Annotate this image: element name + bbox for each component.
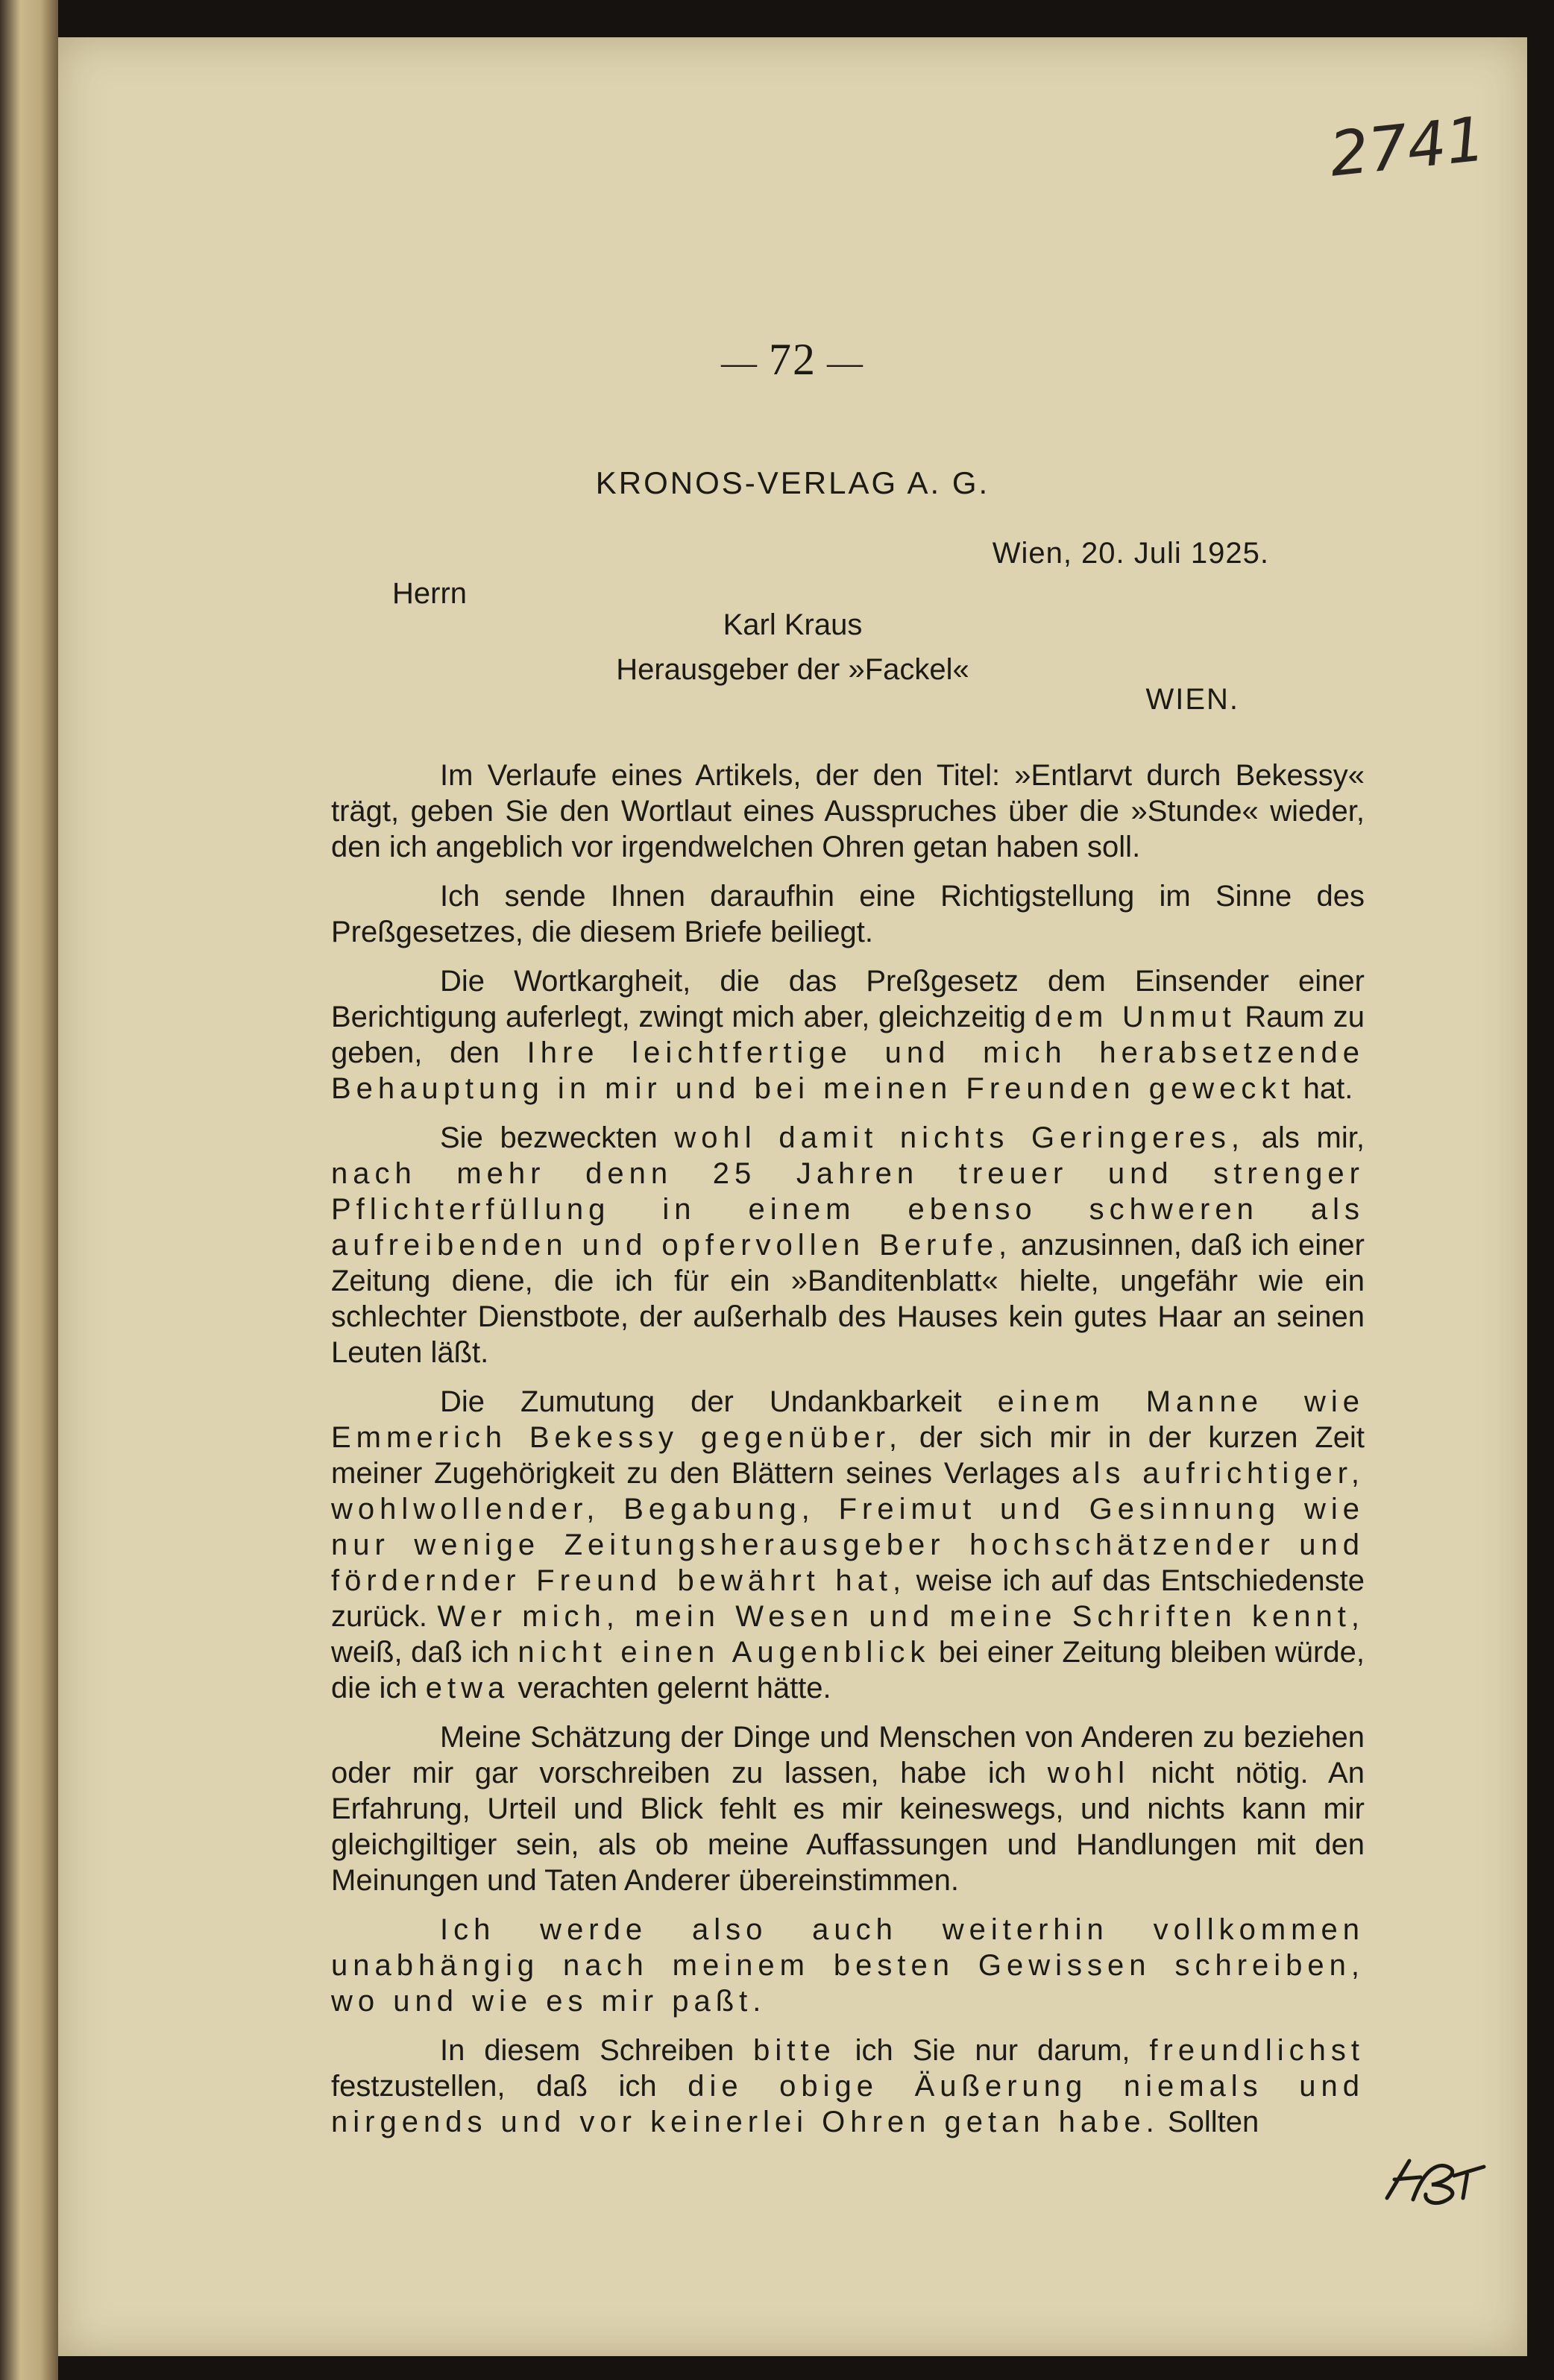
p4-text-c: als mir, [1261,1121,1365,1154]
recipient-title: Herausgeber der »Fackel« [616,653,969,686]
paragraph-7: Ich werde also auch weiterhin vollkommen unabhängig nach meinem besten Gewissen schreiben, wo und wie es mir paßt. [331,1913,1365,2018]
p3-spaced-d: Ihre leichtfertige und mich herabsetzende Behauptung in mir und bei meinen Freunden geweckt [331,1036,1365,1105]
paragraph-1: Im Verlaufe eines Artikels, der den Titel: »Entlarvt durch Bekessy« trägt, geben Sie den Wortlaut eines Ausspruches über die »Stunde« wieder, den ich angeblich vor irgendwelchen Ohren getan haben soll. [331,759,1365,863]
p5-spaced-b: einem Manne wie Emmerich Bekessy gegenüber, [331,1385,1365,1454]
p6-text-a: Meine Schätzung der Dinge und Menschen von Anderen zu beziehen oder mir gar vorschreiben zu lassen, habe ich [331,1721,1365,1789]
p8-text-e: festzustellen, daß ich [331,2070,657,2103]
p6-spaced-b: wohl [1047,1757,1130,1789]
p5-text-c: der sich mir in der kurzen Zeit meiner Zugehörigkeit zu den Blättern seines Verlages [331,1421,1365,1490]
book-spine [0,0,58,2380]
p5-text-k: verachten gelernt hätte. [518,1672,831,1704]
publisher-heading: KRONOS-VERLAG A. G. [595,465,990,500]
p6-text-c: nicht nötig. An Erfahrung, Urteil und Blick fehlt es mir keineswegs, und nichts kann mir gleichgiltiger sein, als ob meine Auffassungen und Handlungen mit den Meinungen und Taten Anderer übereinstimmen. [331,1757,1365,1897]
p5-text-g: weiß, daß ich [331,1636,509,1669]
p3-text-a: Die Wortkargheit, die das Preßgesetz dem Einsender einer Berichtigung auferlegt, zwingt mich aber, gleichzeitig [331,965,1365,1033]
recipient-block [58,602,1527,692]
p8-text-c: ich Sie nur darum, [855,2034,1130,2067]
p5-spaced-h: nicht einen Augenblick [518,1636,931,1669]
p8-text-g: Sollten [1167,2106,1259,2138]
recipient-city: WIEN. [1145,683,1239,716]
p5-text-e: weise ich auf das Entschiedenste zurück. [331,1564,1365,1633]
p5-text-a: Die Zumutung der Undankbarkeit [440,1385,962,1418]
page-number [58,334,1527,385]
handwritten-initials-signature [1380,2153,1491,2213]
letter-body [331,758,1365,2153]
p4-spaced-d: nach mehr denn 25 Jahren treuer und strenger Pflichterfüllung in einem ebenso schweren als aufreibenden und opfervollen Berufe, [331,1157,1365,1262]
p5-spaced-j: etwa [425,1672,510,1704]
page-number-dash-left: — [721,343,769,382]
archive-number: 2741 [1326,104,1489,191]
p5-spaced-f: Wer mich, mein Wesen und meine Schriften kennt, [437,1600,1365,1633]
date-line: Wien, 20. Juli 1925. [992,537,1269,570]
page-number-dash-right: — [817,343,864,382]
p8-spaced-b: bitte [753,2034,836,2067]
p5-spaced-d: als aufrichtiger, wohlwollender, Begabung, Freimut und Gesinnung wie nur wenige Zeitungsherausgeber hochschätzender und fördernder Freund bewährt hat, [331,1457,1365,1597]
page-number-value: 72 [769,335,817,384]
p3-text-c: Raum zu geben, den [331,1001,1365,1069]
paragraph-4 [331,1120,1365,1370]
p4-spaced-b: wohl damit nichts Geringeres, [674,1121,1245,1154]
p3-text-e: hat. [1303,1072,1353,1105]
paragraph-6 [331,1719,1365,1898]
p8-text-a: In diesem Schreiben [440,2034,734,2067]
p4-text-a: Sie bezweckten [440,1121,658,1154]
recipient-name: Karl Kraus [723,608,863,641]
p5-text-i: bei einer Zeitung bleiben würde, die ich [331,1636,1365,1704]
paragraph-5 [331,1384,1365,1706]
paragraph-3 [331,963,1365,1106]
salutation: Herrn [392,577,468,610]
paragraph-2: Ich sende Ihnen daraufhin eine Richtigstellung im Sinne des Preßgesetzes, die diesem Briefe beiliegt. [331,880,1365,948]
p8-spaced-f: die obige Äußerung niemals und nirgends und vor keinerlei Ohren getan habe. [331,2070,1365,2138]
document-page [58,37,1527,2356]
p4-text-e: anzusinnen, daß ich einer Zeitung diene, die ich für ein »Banditenblatt« hielte, ungefähr wie ein schlechter Dienstbote, der außerhalb des Hauses kein gutes Haar an seinen Leuten läßt. [331,1229,1365,1369]
p8-spaced-d: freundlichst [1149,2034,1365,2067]
p3-spaced-b: dem Unmut [1034,1001,1236,1033]
paragraph-8 [331,2033,1365,2140]
